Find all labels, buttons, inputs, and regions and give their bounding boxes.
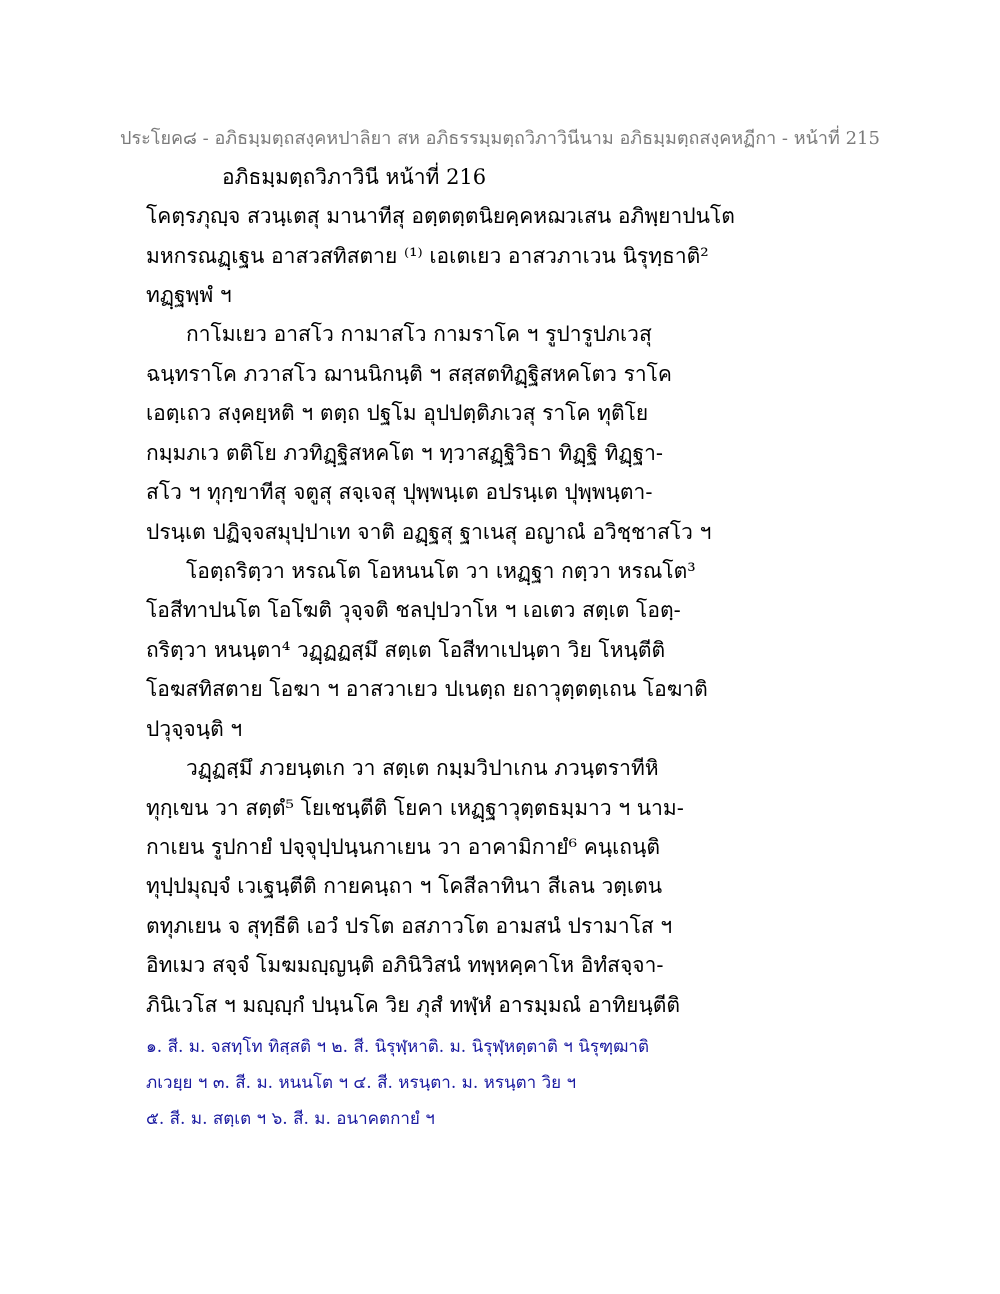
body-line: สโว ฯ ทุกฺขาทีสุ จตูสุ สจฺเจสุ ปุพฺพนฺเต อปรนฺเต ปุพฺพนฺตา- — [146, 480, 653, 504]
body-line: เอตฺเถว สงฺคยฺหติ ฯ ตตฺถ ปฐโม อุปปตฺติภเวสุ ราโค ทุติโย — [146, 401, 649, 425]
body-line: ฉนฺทราโค ภวาสโว ฌานนิกนฺติ ฯ สสฺสตทิฏฺฐิสหคโตว ราโค — [146, 362, 672, 386]
body-line: ถริตฺวา หนนฺตา⁴ วฏฺฏฏสฺมึ สตฺเต โอสีทาเปนฺตา วิย โหนฺตีติ — [146, 638, 666, 662]
body-line: โคตฺรภุญฺจ สวนฺเตสุ มานาทีสุ อตฺตตฺตนิยคฺคหฌวเสน อภิพฺยาปนโต — [146, 204, 735, 228]
footnote-line: ๕. สี. ม. สตฺเต ฯ ๖. สี. ม. อนาคตกายํ ฯ — [146, 1109, 435, 1129]
page-heading: อภิธมฺมตฺถวิภาวินี หน้าที่ 216 — [222, 165, 487, 189]
running-header: ประโยค๘ - อภิธมฺมตฺถสงฺคหปาลิยา สห อภิธรรมฺมตฺถวิภาวินีนาม อภิธมฺมตฺถสงฺคหฏีกา - หน้าที่ 215 — [120, 128, 880, 149]
body-line: มหกรณฏฺเฐน อาสวสทิสตาย ⁽¹⁾ เอเตเยว อาสวภาเวน นิรุทฺธาติ² — [146, 244, 709, 268]
body-line: ปวุจฺจนฺติ ฯ — [146, 717, 243, 741]
body-line: วฏฺฏสฺมึ ภวยนฺตเก วา สตฺเต กมฺมวิปาเกน ภวนฺตราทีหิ — [186, 756, 659, 780]
body-line: กาโมเยว อาสโว กามาสโว กามราโค ฯ รูปารูปภเวสุ — [186, 322, 652, 346]
body-line: กมฺมภเว ตติโย ภวทิฏฺฐิสหคโต ฯ ทฺวาสฏฺฐิวิธา ทิฏฺฐิ ทิฏฺฐา- — [146, 441, 663, 465]
body-line: ทฏฺฐพฺพํ ฯ — [146, 283, 232, 307]
body-line: โอตฺถริตฺวา หรณโต โอหนนโต วา เหฏฺฐา กตฺวา หรณโต³ — [186, 559, 696, 583]
footnote-line: ๑. สี. ม. จสทฺโท ทิสฺสติ ฯ ๒. สี. นิรุฬฺหาติ. ม. นิรุฬฺหตฺตาติ ฯ นิรุฑฺฒาติ — [146, 1037, 650, 1057]
body-line: ทุปฺปมุญฺจํ เวเฐนฺตีติ กายคนฺถา ฯ โคสีลาทินา สีเลน วตฺเตน — [146, 874, 663, 898]
body-line: โอสีทาปนโต โอโฆติ วุจฺจติ ชลปฺปวาโห ฯ เอเตว สตฺเต โอตฺ- — [146, 598, 681, 622]
body-line: ภินิเวโส ฯ มญฺญฺกํ ปนฺนโค วิย ภุสํ ทฬฺหํ อารมฺมณํ อาทิยนฺตีติ — [146, 993, 681, 1017]
body-line: ปรนฺเต ปฏิจฺจสมุปฺปาเท จาติ อฏฺฐสุ ฐาเนสุ อญาณํ อวิชฺชาสโว ฯ — [146, 520, 712, 544]
body-line: อิทเมว สจฺจํ โมฆมญฺญนฺติ อภินิวิสนํ ทพฺหคฺคาโห อิทํสจฺจา- — [146, 953, 664, 977]
footnote-line: ภเวยฺย ฯ ๓. สี. ม. หนนโต ฯ ๔. สี. หรนฺตา. ม. หรนฺตา วิย ฯ — [146, 1073, 577, 1093]
body-line: กาเยน รูปกายํ ปจฺจุปฺปนฺนกาเยน วา อาคามิกายํ⁶ คนฺเถนฺติ — [146, 835, 660, 859]
body-line: ทุกฺเขน วา สตฺตํ⁵ โยเชนฺตีติ โยคา เหฏฺฐาวุตฺตธมฺมาว ฯ นาม- — [146, 796, 684, 820]
body-line: โอฆสทิสตาย โอฆา ฯ อาสวาเยว ปเนตฺถ ยถาวุตฺตตฺเถน โอฆาติ — [146, 677, 708, 701]
body-line: ตทุภเยน จ สุทฺธีติ เอวํ ปรโต อสภาวโต อามสนํ ปรามาโส ฯ — [146, 914, 673, 938]
